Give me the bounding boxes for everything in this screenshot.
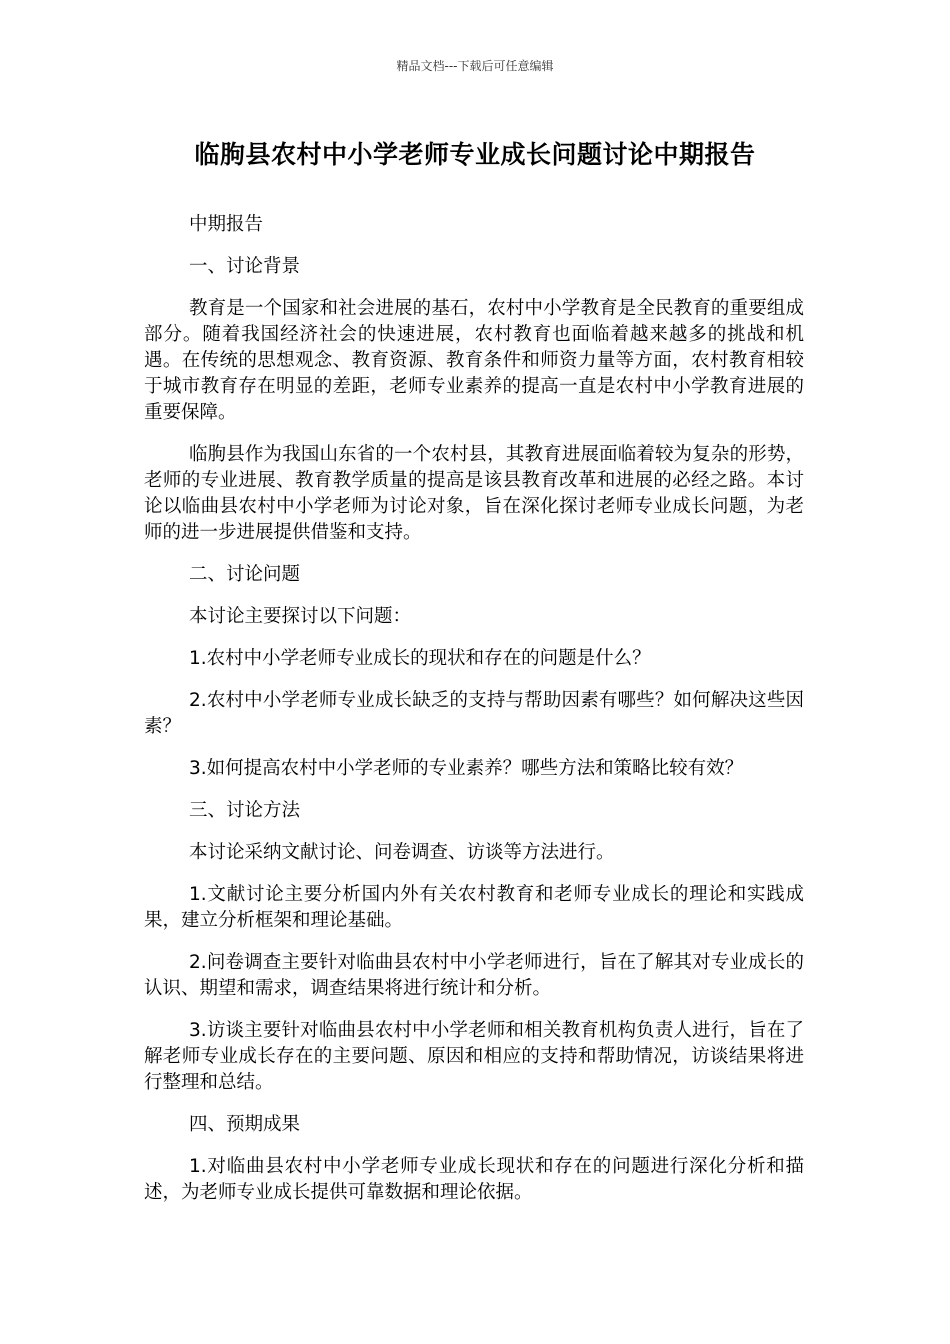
section-heading-background: 一、讨论背景 — [189, 256, 301, 277]
paragraph: 本讨论采纳文献讨论、问卷调查、访谈等方法进行。 — [189, 842, 615, 863]
document-title: 临朐县农村中小学老师专业成长问题讨论中期报告 — [194, 140, 756, 169]
section-heading-questions: 二、讨论问题 — [189, 564, 301, 585]
list-item: 2.问卷调查主要针对临曲县农村中小学老师进行，旨在了解其对专业成长的认识、期望和需求，调查结果将进行统计和分析。 — [144, 952, 804, 999]
list-item: 1.对临曲县农村中小学老师专业成长现状和存在的问题进行深化分析和描述，为老师专业成长提供可靠数据和理论依据。 — [144, 1156, 804, 1203]
paragraph: 临朐县作为我国山东省的一个农村县，其教育进展面临着较为复杂的形势，老师的专业进展、教育教学质量的提高是该县教育改革和进展的必经之路。本讨论以临曲县农村中小学老师为讨论对象，旨在深化探讨老师专业成长问题，为老师的进一步进展提供借鉴和支持。 — [144, 444, 804, 543]
paragraph-subtitle: 中期报告 — [189, 214, 264, 235]
paragraph: 教育是一个国家和社会进展的基石，农村中小学教育是全民教育的重要组成部分。随着我国经济社会的快速进展，农村教育也面临着越来越多的挑战和机遇。在传统的思想观念、教育资源、教育条件和师资力量等方面，农村教育相较于城市教育存在明显的差距，老师专业素养的提高一直是农村中小学教育进展的重要保障。 — [144, 298, 804, 423]
list-item: 3.如何提高农村中小学老师的专业素养？哪些方法和策略比较有效？ — [189, 758, 744, 779]
list-item: 1.文献讨论主要分析国内外有关农村教育和老师专业成长的理论和实践成果，建立分析框架和理论基础。 — [144, 884, 804, 931]
list-item: 1.农村中小学老师专业成长的现状和存在的问题是什么？ — [189, 648, 651, 669]
header-note: 精品文档---下载后可任意编辑 — [396, 59, 554, 73]
list-item: 3.访谈主要针对临曲县农村中小学老师和相关教育机构负责人进行，旨在了解老师专业成长存在的主要问题、原因和相应的支持和帮助情况，访谈结果将进行整理和总结。 — [144, 1020, 804, 1093]
section-heading-methods: 三、讨论方法 — [189, 800, 301, 821]
document-body — [144, 212, 804, 1222]
paragraph: 本讨论主要探讨以下问题： — [189, 606, 412, 627]
section-heading-outcomes: 四、预期成果 — [189, 1114, 301, 1135]
list-item: 2.农村中小学老师专业成长缺乏的支持与帮助因素有哪些？如何解决这些因素？ — [144, 690, 804, 737]
